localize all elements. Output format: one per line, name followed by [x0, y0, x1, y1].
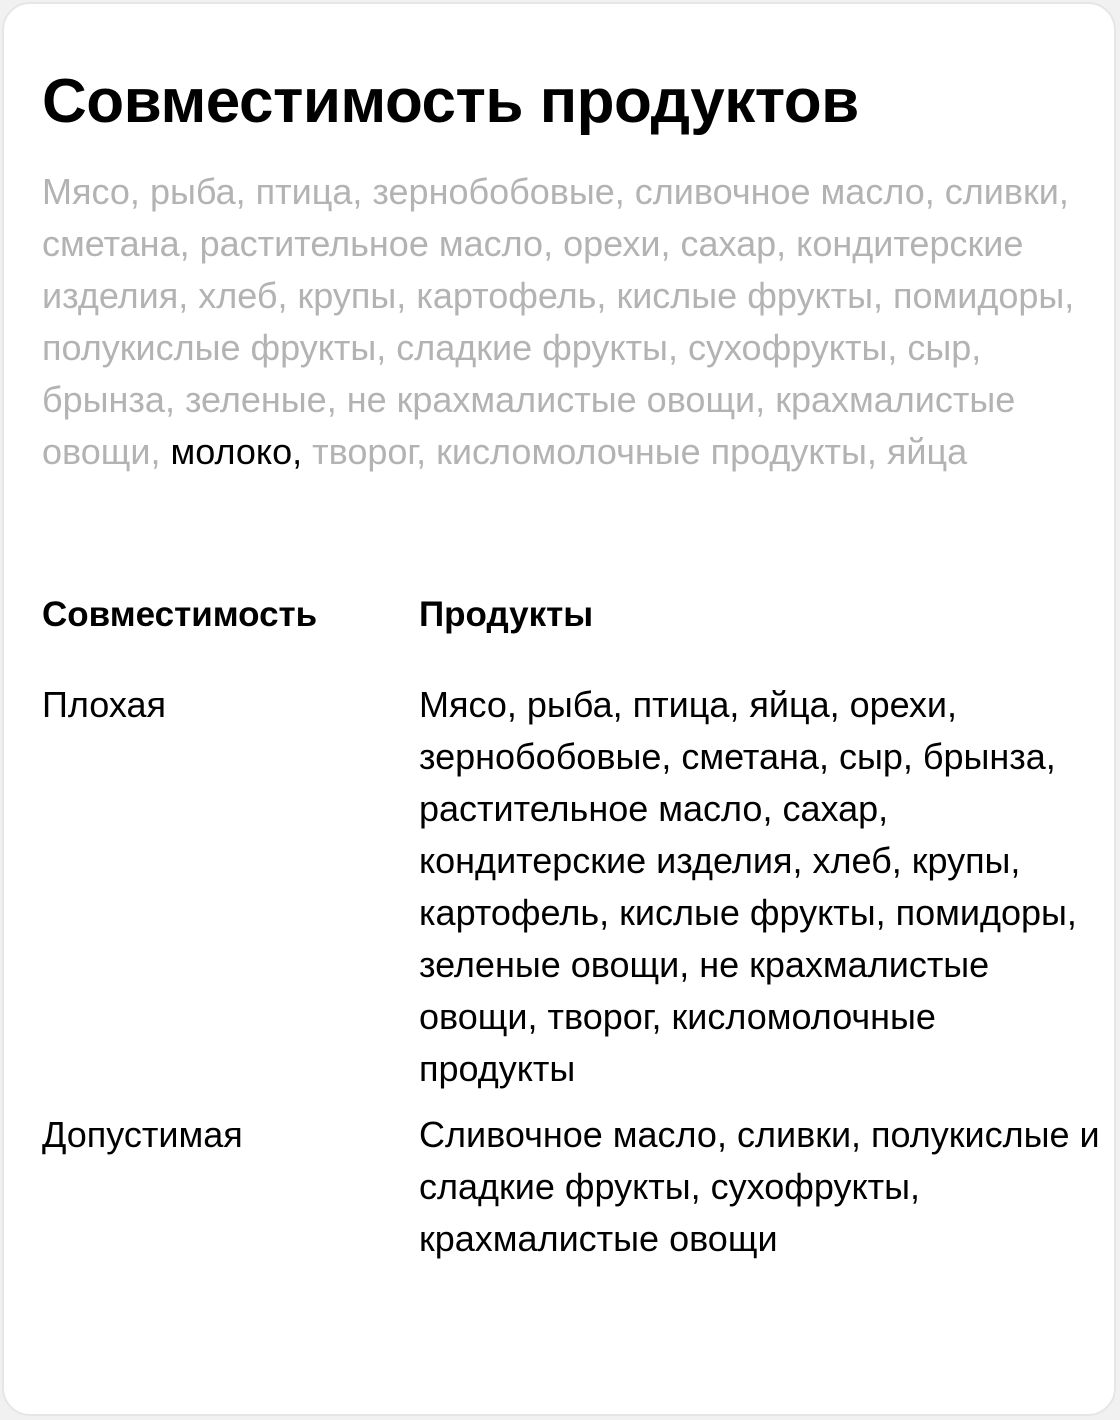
compatibility-card — [2, 2, 1116, 1416]
separator: , — [178, 275, 199, 316]
page-title: Совместимость продуктов — [42, 67, 859, 136]
product-filter-item[interactable]: хлеб — [198, 275, 278, 316]
separator: , — [416, 431, 437, 472]
separator: , — [776, 223, 797, 264]
product-filter-list — [42, 166, 1102, 478]
compatibility-value: Допустимая — [42, 1114, 243, 1155]
product-filter-item[interactable]: сладкие фрукты — [396, 327, 668, 368]
product-filter-item[interactable]: крупы — [297, 275, 397, 316]
product-filter-item[interactable]: Мясо — [42, 171, 130, 212]
separator: , — [614, 171, 635, 212]
separator: , — [352, 171, 373, 212]
separator: , — [660, 223, 681, 264]
separator: , — [755, 379, 776, 420]
separator: , — [164, 379, 185, 420]
separator: , — [1058, 171, 1069, 212]
separator: , — [277, 275, 298, 316]
separator: , — [376, 327, 397, 368]
products-value: Мясо, рыба, птица, яйца, орехи, зернобобовые, сметана, сыр, брынза, растительное масло, сахар, кондитерские изделия, хлеб, крупы, картофель, кислые фрукты, помидоры, зеленые овощи, не крахмалистые овощи, творог, кисломолочные продукты — [419, 684, 1077, 1089]
compatibility-value: Плохая — [42, 684, 167, 725]
product-filter-item[interactable]: сливочное масло — [634, 171, 925, 212]
product-filter-item[interactable]: сметана — [42, 223, 180, 264]
product-filter-item[interactable]: орехи — [563, 223, 661, 264]
separator: , — [971, 327, 982, 368]
product-filter-item[interactable]: картофель — [416, 275, 597, 316]
products-value: Сливочное масло, сливки, полукислые и сладкие фрукты, сухофрукты, крахмалистые овощи — [419, 1114, 1100, 1259]
product-filter-item[interactable]: сливки — [944, 171, 1059, 212]
product-filter-item[interactable]: зеленые — [184, 379, 327, 420]
separator: , — [924, 171, 945, 212]
separator: , — [396, 275, 417, 316]
product-filter-item[interactable]: кисломолочные продукты — [436, 431, 867, 472]
separator: , — [235, 171, 256, 212]
separator: , — [1064, 275, 1075, 316]
separator: , — [887, 327, 908, 368]
product-filter-item[interactable]: птица — [255, 171, 353, 212]
separator: , — [872, 275, 893, 316]
product-filter-item[interactable]: брынза — [42, 379, 165, 420]
compatibility-table — [42, 589, 1102, 1279]
product-filter-item[interactable]: кондитерские изделия — [42, 223, 1024, 316]
product-filter-item[interactable]: сахар — [680, 223, 777, 264]
product-filter-item[interactable]: творог — [312, 431, 417, 472]
table-header — [42, 589, 1102, 679]
product-filter-item[interactable]: помидоры — [892, 275, 1065, 316]
product-filter-item[interactable]: сыр — [907, 327, 972, 368]
product-filter-item[interactable]: крахмалистые овощи — [42, 379, 1016, 472]
product-filter-item[interactable]: рыба — [149, 171, 236, 212]
product-filter-item[interactable]: зернобобовые — [372, 171, 615, 212]
product-filter-item[interactable]: молоко — [170, 431, 293, 472]
separator: , — [866, 431, 887, 472]
separator: , — [667, 327, 688, 368]
table-row — [42, 1109, 1102, 1265]
separator: , — [292, 431, 313, 472]
table-row — [42, 679, 1102, 1095]
separator: , — [596, 275, 617, 316]
product-filter-item[interactable]: полукислые фрукты — [42, 327, 377, 368]
separator: , — [129, 171, 150, 212]
product-filter-item[interactable]: не крахмалистые овощи — [346, 379, 756, 420]
separator: , — [326, 379, 347, 420]
product-filter-item[interactable]: сухофрукты — [687, 327, 888, 368]
separator: , — [543, 223, 564, 264]
column-header-products: Продукты — [419, 595, 594, 634]
product-filter-item[interactable]: кислые фрукты — [616, 275, 873, 316]
separator: , — [150, 431, 171, 472]
separator: , — [179, 223, 200, 264]
product-filter-item[interactable]: яйца — [886, 431, 968, 472]
product-filter-item[interactable]: растительное масло — [199, 223, 544, 264]
column-header-compatibility: Совместимость — [42, 595, 318, 634]
